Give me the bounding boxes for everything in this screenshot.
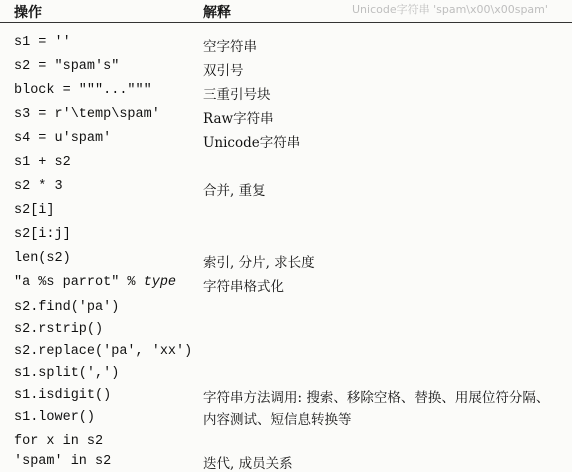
code-cell: s2.rstrip() [14,322,104,337]
code-cell: s2.find('pa') [14,300,120,315]
column-header-operation: 操作 [14,5,42,21]
code-cell: s4 = u'spam' [14,131,112,146]
desc-cell: 三重引号块 [203,87,271,103]
code-cell: s2 * 3 [14,179,63,194]
code-cell: s1.split(',') [14,366,120,381]
code-cell: s1 = '' [14,35,71,50]
table-header [0,0,572,23]
desc-cell: 字符串格式化 [203,279,284,295]
code-italic-type: type [143,275,177,290]
code-cell: 'spam' in s2 [14,454,112,469]
desc-cell: 内容测试、短信息转换等 [203,412,352,428]
code-cell: s1.isdigit() [14,388,112,403]
code-cell: s3 = r'\temp\spam' [14,107,160,122]
code-cell: s2 = "spam's" [14,59,120,74]
column-header-explanation: 解释 [203,5,231,21]
bleed-through-text: Unicode字符串 'spam\x00\x00spam' [352,3,548,16]
desc-cell: Raw字符串 [203,111,274,127]
code-cell: s2[i] [14,203,55,218]
desc-cell: 合并, 重复 [203,183,266,199]
code-cell: block = """...""" [14,83,152,98]
desc-cell: 索引, 分片, 求长度 [203,255,315,271]
code-cell: for x in s2 [14,434,104,449]
desc-cell: 迭代, 成员关系 [203,456,293,472]
desc-cell: 字符串方法调用: 搜索、移除空格、替换、用展位符分隔、 [203,390,550,406]
desc-cell: Unicode字符串 [203,135,301,151]
code-cell: s1.lower() [14,410,96,425]
code-cell: len(s2) [14,251,71,266]
desc-cell: 双引号 [203,63,244,79]
code-cell: s2.replace('pa', 'xx') [14,344,193,359]
desc-cell: 空字符串 [203,39,257,55]
code-cell: s2[i:j] [14,227,71,242]
code-text: "a %s parrot" % [14,275,144,290]
code-cell: s1 + s2 [14,155,71,170]
code-cell [14,275,176,290]
